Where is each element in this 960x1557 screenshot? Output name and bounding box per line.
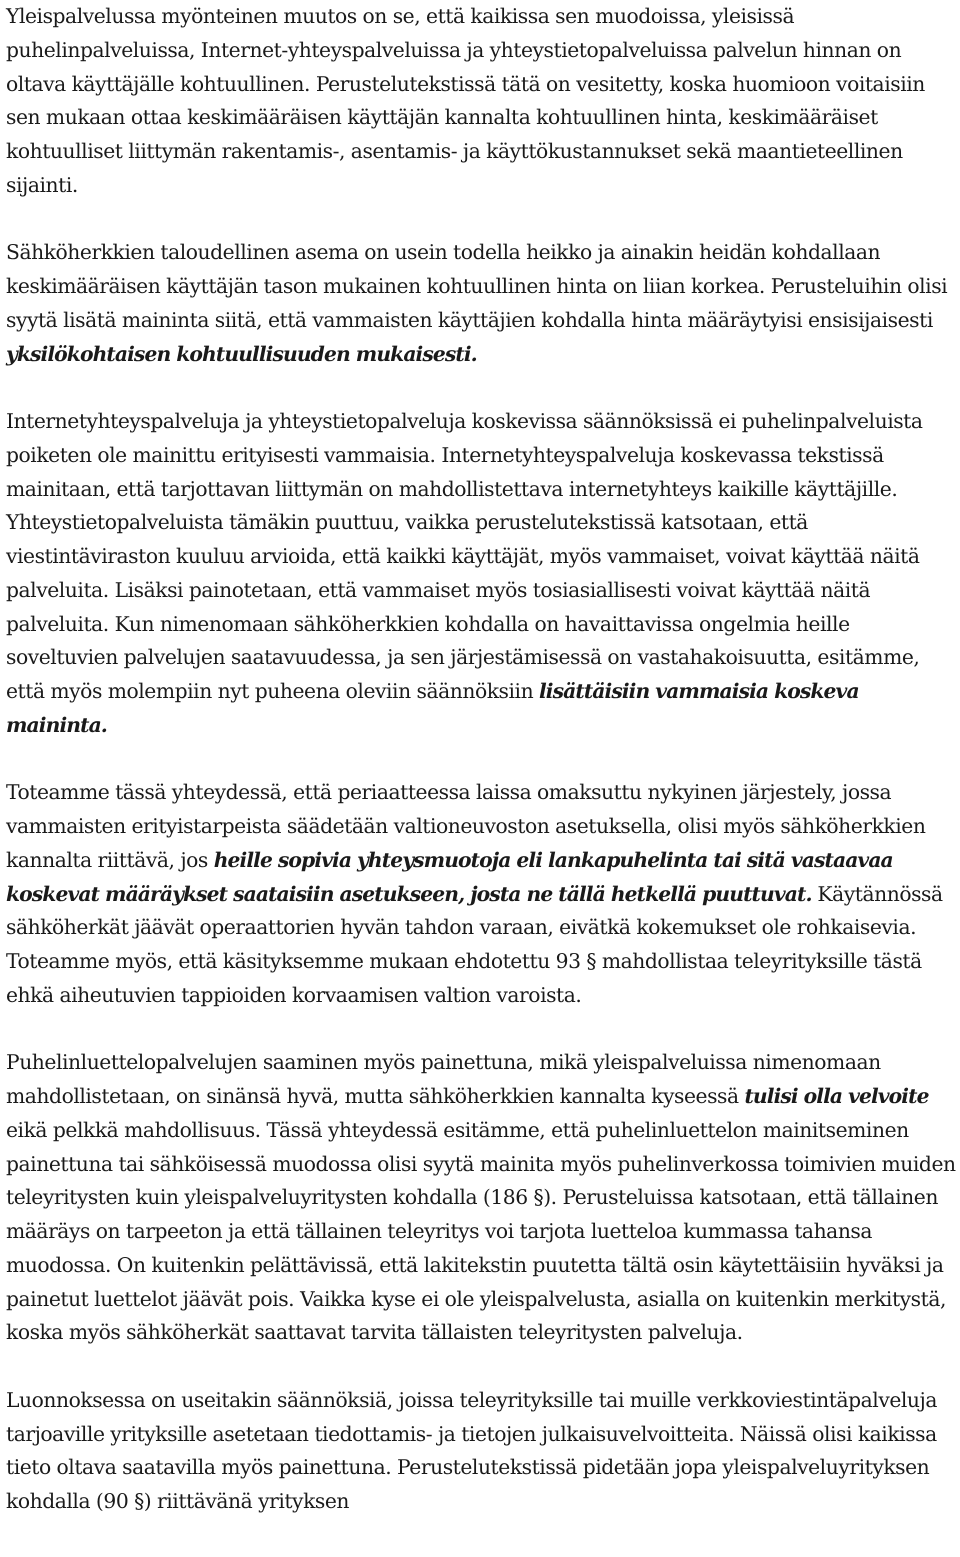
- paragraph-text: Yleispalvelussa myönteinen muutos on se, että kaikissa sen muodoissa, yleisissä puhelinpalveluissa, Internet-yhteyspalveluissa ja yhteystietopalveluissa palvelun hinnan on oltava käyttäjälle kohtuullinen. Perustelutekstissä tätä on vesitetty, koska huomioon voitaisiin sen mukaan ottaa keskimääräisen käyttäjän kannalta kohtuullinen hinta, keskimääräiset kohtuulliset liittymän rakentamis-, asentamis- ja käyttökustannukset sekä maantieteellinen sijainti.: [6, 4, 925, 197]
- emphasized-text: heille sopivia yhteysmuotoja eli lankapuhelinta tai sitä vastaavaa koskevat määräykset saataisiin asetukseen, josta ne tällä hetkellä puuttuvat.: [6, 847, 893, 906]
- paragraph-text: Luonnoksessa on useitakin säännöksiä, joissa teleyrityksille tai muille verkkoviestintäpalveluja tarjoaville yrityksille asetetaan tiedottamis- ja tietojen julkaisuvelvoitteita. Näissä olisi kaikissa tieto oltava saatavilla myös painettuna. Perustelutekstissä pidetään jopa yleispalveluyrityksen kohdalla (90 §) riittävänä yrityksen: [6, 1387, 938, 1513]
- paragraph-economic-position: [6, 236, 960, 371]
- paragraph-text: eikä pelkkä mahdollisuus. Tässä yhteydessä esitämme, että puhelinluettelon mainitseminen painettuna tai sähköisessä muodossa olisi syytä mainita myös puhelinverkossa toimivien muiden teleyritysten kuin yleispalveluyritysten kohdalla (186 §). Perusteluissa katsotaan, että tällainen määräys on tarpeeton ja että tällainen teleyritys voi tarjota luetteloa kummassa tahansa muodossa. On kuitenkin pelättävissä, että lakitekstin puutetta tältä osin käytettäisiin hyväksi ja painetut luettelot jäävät pois. Vaikka kyse ei ole yleispalvelusta, asialla on kuitenkin merkitystä, koska myös sähköherkät saattavat tarvita tällaisten teleyritysten palveluja.: [6, 1117, 956, 1345]
- paragraph-universal-service-price: [6, 0, 960, 203]
- paragraph-government-decree: [6, 776, 960, 1012]
- paragraph-text: Toteamme tässä yhteydessä, että periaatteessa laissa omaksuttu nykyinen järjestely, jossa vammaisten erityistarpeista säädetään valtioneuvoston asetuksella, olisi myös sähköherkkien kannalta riittävä, jos: [6, 780, 926, 872]
- paragraph-printed-directories: [6, 1046, 960, 1350]
- paragraph-text: Käytännössä sähköherkät jäävät operaattorien hyvän tahdon varaan, eivätkä kokemukset ole rohkaisevia. Toteamme myös, että käsityksemme mukaan ehdotettu 93 § mahdollistaa teleyrityksille tästä ehkä aiheutuvien tappioiden korvaamisen valtion varoista.: [6, 881, 943, 1007]
- paragraph-internet-and-directory-services: [6, 405, 960, 743]
- document-page: [6, 0, 960, 1519]
- paragraph-information-obligations: [6, 1384, 960, 1519]
- paragraph-text: Sähköherkkien taloudellinen asema on usein todella heikko ja ainakin heidän kohdallaan keskimääräisen käyttäjän tason mukainen kohtuullinen hinta on liian korkea. Perusteluihin olisi syytä lisätä maininta siitä, että vammaisten käyttäjien kohdalla hinta määräytyisi ensisijaisesti: [6, 240, 948, 332]
- paragraph-text: Puhelinluettelopalvelujen saaminen myös painettuna, mikä yleispalveluissa nimenomaan mahdollistetaan, on sinänsä hyvä, mutta sähköherkkien kannalta kyseessä: [6, 1050, 881, 1108]
- emphasized-text: yksilökohtaisen kohtuullisuuden mukaisesti.: [6, 341, 477, 366]
- emphasized-text: tulisi olla velvoite: [744, 1084, 929, 1108]
- emphasized-text: lisättäisiin vammaisia koskeva maininta.: [6, 679, 859, 737]
- paragraph-text: Internetyhteyspalveluja ja yhteystietopalveluja koskevissa säännöksissä ei puhelinpalveluista poiketen ole mainittu erityisesti vammaisia. Internetyhteyspalveluja koskevassa tekstissä mainitaan, että tarjottavan liittymän on mahdollistettava internetyhteys kaikille käyttäjille. Yhteystietopalveluista tämäkin puuttuu, vaikka perustelutekstissä katsotaan, että viestintäviraston kuuluu arvioida, että kaikki käyttäjät, myös vammaiset, voivat käyttää näitä palveluita. Lisäksi painotetaan, että vammaiset myös tosiasiallisesti voivat käyttää näitä palveluita. Kun nimenomaan sähköherkkien kohdalla on havaittavissa ongelmia heille soveltuvien palvelujen saatavuudessa, ja sen järjestämisessä on vastahakoisuutta, esitämme, että myös molempiin nyt puheena oleviin säännöksiin: [6, 409, 923, 703]
